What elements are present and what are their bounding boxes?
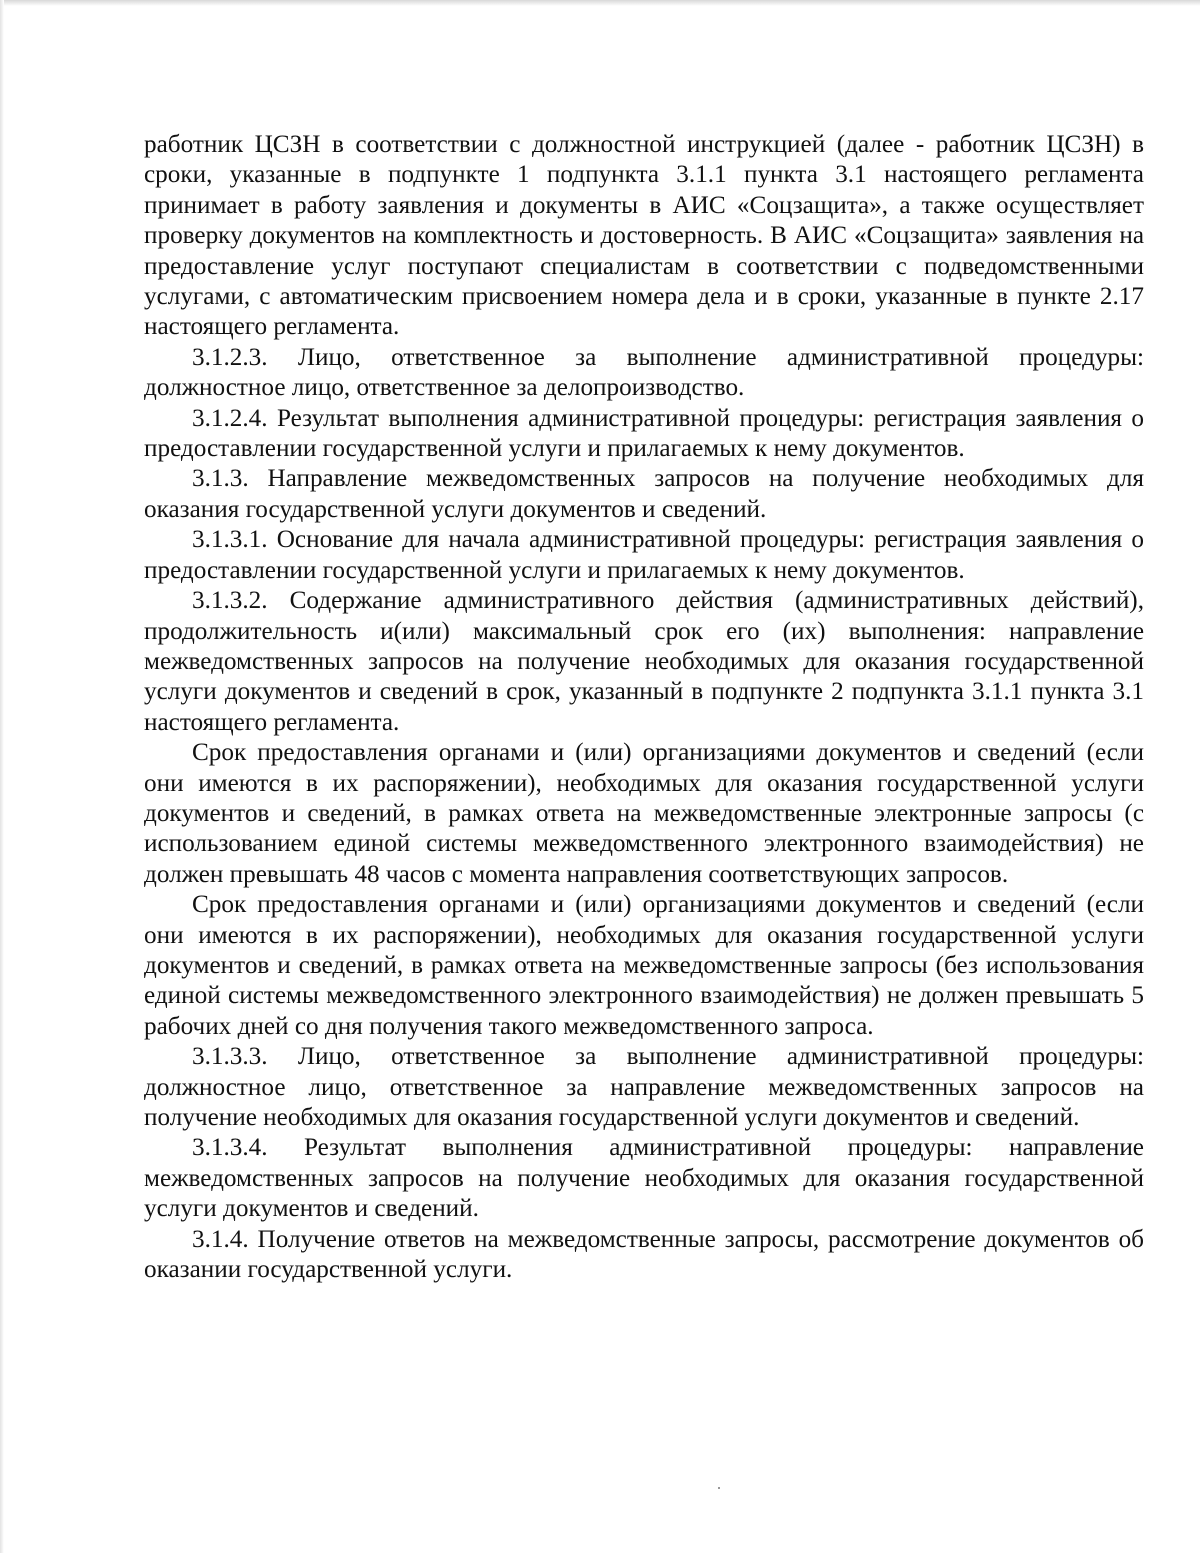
paragraph-3-1-2-4: 3.1.2.4. Результат выполнения административной процедуры: регистрация заявления о предоставлении государственной услуги и прилагаемых к нему документов. bbox=[144, 404, 1144, 463]
paragraph-electronic-request-term: Срок предоставления органами и (или) организациями документов и сведений (если они имеются в их распоряжении), необходимых для оказания государственной услуги документов и сведений, в рамках ответа на межведомственные электронные запросы (с использованием единой системы межведомственного электронного взаимодействия) не должен превышать 48 часов с момента направления соответствующих запросов. bbox=[144, 739, 1144, 888]
paragraph-3-1-3-3: 3.1.3.3. Лицо, ответственное за выполнение административной процедуры: должностное лицо, ответственное за направление межведомственных запросов на получение необходимых для оказания государственной услуги документов и сведений. bbox=[144, 1043, 1144, 1131]
paragraph-continuation: работник ЦСЗН в соответствии с должностной инструкцией (далее - работник ЦСЗН) в сроки, указанные в подпункте 1 подпункта 3.1.1 пункта 3.1 настоящего регламента принимает в работу заявления и документы в АИС «Соцзащита», а также осуществляет проверку документов на комплектность и достоверность. В АИС «Соцзащита» заявления на предоставление услуг поступают специалистам в соответствии с подведомственными услугами, с автоматическим присвоением номера дела и в сроки, указанные в пункте 2.17 настоящего регламента. bbox=[144, 131, 1144, 341]
paragraph-3-1-3-4: 3.1.3.4. Результат выполнения административной процедуры: направление межведомственных запросов на получение необходимых для оказания государственной услуги документов и сведений. bbox=[144, 1134, 1144, 1223]
paragraph-3-1-3-2: 3.1.3.2. Содержание административного действия (административных действий), продолжительность и(или) максимальный срок его (их) выполнения: направление межведомственных запросов на получение необходимых для оказания государственной услуги документов и сведений в срок, указанный в подпункте 2 подпункта 3.1.1 пункта 3.1 настоящего регламента. bbox=[144, 587, 1144, 736]
paragraph-3-1-2-3: 3.1.2.3. Лицо, ответственное за выполнение административной процедуры: должностное лицо, ответственное за делопроизводство. bbox=[144, 343, 1144, 402]
paragraph-3-1-3: 3.1.3. Направление межведомственных запросов на получение необходимых для оказания государственной услуги документов и сведений. bbox=[144, 465, 1144, 523]
scan-edge-top bbox=[0, 0, 1200, 6]
paragraph-3-1-3-1: 3.1.3.1. Основание для начала административной процедуры: регистрация заявления о предоставлении государственной услуги и прилагаемых к нему документов. bbox=[144, 526, 1144, 584]
scan-edge-left bbox=[0, 0, 4, 1553]
paragraph-non-electronic-request-term: Срок предоставления органами и (или) организациями документов и сведений (если они имеются в их распоряжении), необходимых для оказания государственной услуги документов и сведений, в рамках ответа на межведомственные запросы (без использования единой системы межведомственного электронного взаимодействия) не должен превышать 5 рабочих дней со дня получения такого межведомственного запроса. bbox=[144, 891, 1144, 1040]
scan-speck bbox=[718, 1487, 720, 1489]
document-body bbox=[144, 130, 1144, 1285]
paragraph-3-1-4: 3.1.4. Получение ответов на межведомственные запросы, рассмотрение документов об оказании государственной услуги. bbox=[144, 1225, 1144, 1284]
